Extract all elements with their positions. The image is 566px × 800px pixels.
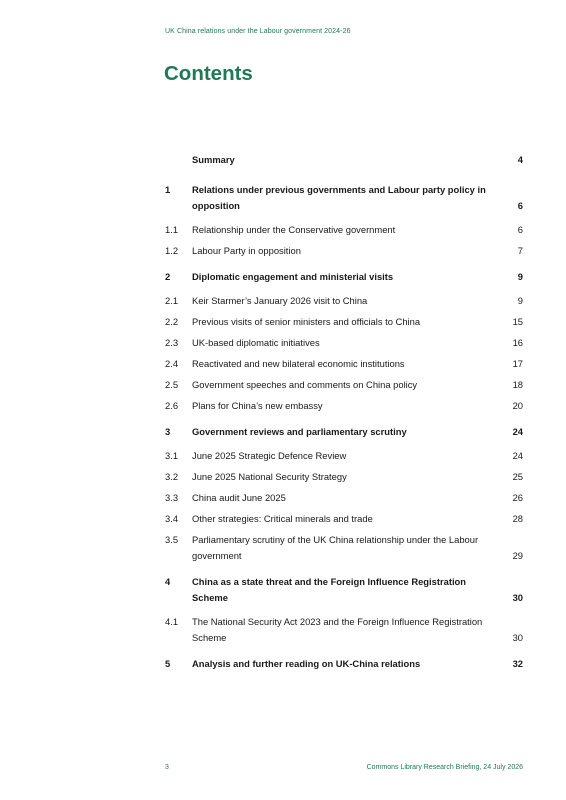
toc-entry-title: Government reviews and parliamentary scrutiny — [192, 426, 407, 437]
toc-entry-title: Plans for China’s new embassy — [192, 400, 323, 411]
toc-entry-title: Relations under previous governments and Labour party policy in opposition — [192, 184, 486, 211]
toc-entry-page: 29 — [512, 550, 523, 561]
toc-entry-page: 15 — [512, 316, 523, 327]
page-title: Contents — [164, 62, 253, 85]
toc-entry-page: 30 — [512, 632, 523, 643]
toc-entry-title: Labour Party in opposition — [192, 245, 301, 256]
toc-section-entry[interactable] — [165, 614, 523, 646]
toc-entry-number: 3.1 — [165, 450, 179, 461]
toc-entry-title: June 2025 Strategic Defence Review — [192, 450, 347, 461]
toc-entry-number: 1.1 — [165, 224, 179, 235]
toc-entry-page: 9 — [517, 271, 523, 282]
toc-entry-number: 3.2 — [165, 471, 179, 482]
toc-entry-page: 28 — [512, 513, 523, 524]
toc-entry-page: 6 — [517, 224, 523, 235]
toc-entry-number: 3.3 — [165, 492, 179, 503]
toc-chapter-entry[interactable] — [165, 182, 523, 214]
toc-section-entry[interactable] — [165, 377, 523, 393]
toc-section-entry[interactable] — [165, 222, 523, 238]
toc-section-entry[interactable] — [165, 335, 523, 351]
toc-entry-number: 2.3 — [165, 337, 179, 348]
toc-entry-title: Summary — [192, 154, 235, 165]
toc-section-entry[interactable] — [165, 314, 523, 330]
toc-chapter-entry[interactable] — [165, 424, 523, 440]
toc-entry-number: 2.1 — [165, 295, 179, 306]
toc-entry-number: 1.2 — [165, 245, 179, 256]
toc-entry-title: Relationship under the Conservative government — [192, 224, 396, 235]
toc-entry-title: Reactivated and new bilateral economic institutions — [192, 358, 405, 369]
toc-entry-title: Diplomatic engagement and ministerial visits — [192, 271, 394, 282]
toc-chapter-entry[interactable] — [165, 574, 523, 606]
toc-section-entry[interactable] — [165, 293, 523, 309]
toc-chapter-entry[interactable] — [165, 656, 523, 672]
toc-entry-number: 2.5 — [165, 379, 179, 390]
toc-entry-page: 6 — [517, 200, 523, 211]
toc-entry-page: 18 — [512, 379, 523, 390]
toc-section-entry[interactable] — [165, 511, 523, 527]
toc-entry-number: 2.6 — [165, 400, 179, 411]
toc-entry-page: 32 — [512, 658, 523, 669]
toc-entry-page: 17 — [512, 358, 523, 369]
toc-entry-page: 26 — [512, 492, 523, 503]
toc-entry-number: 1 — [165, 184, 171, 195]
toc-entry-page: 24 — [512, 426, 523, 437]
toc-section-entry[interactable] — [165, 243, 523, 259]
toc-entry-number: 4 — [165, 576, 171, 587]
footer-page-number: 3 — [165, 764, 169, 771]
toc-entry-page: 9 — [517, 295, 523, 306]
toc-entry-page: 30 — [512, 592, 523, 603]
toc-chapter-entry[interactable] — [165, 269, 523, 285]
toc-section-entry[interactable] — [165, 532, 523, 564]
toc-entry-number: 3.4 — [165, 513, 179, 524]
toc-entry-page: 25 — [512, 471, 523, 482]
toc-entry-title: China audit June 2025 — [192, 492, 286, 503]
toc-entry-title: June 2025 National Security Strategy — [192, 471, 347, 482]
toc-entry-title: Analysis and further reading on UK-China relations — [192, 658, 421, 669]
toc-entry-number: 5 — [165, 658, 171, 669]
toc-entry-title: Keir Starmer’s January 2026 visit to China — [192, 295, 368, 306]
footer-text: Commons Library Research Briefing, 24 July 2026 — [366, 764, 523, 771]
running-header: UK China relations under the Labour government 2024-26 — [165, 28, 351, 35]
toc-entry-page: 24 — [512, 450, 523, 461]
toc-entry-number: 2.4 — [165, 358, 179, 369]
toc-chapter-entry[interactable] — [165, 152, 523, 168]
toc-entry-page: 16 — [512, 337, 523, 348]
toc-section-entry[interactable] — [165, 469, 523, 485]
toc-entry-number: 4.1 — [165, 616, 179, 627]
toc-entry-page: 4 — [517, 154, 523, 165]
toc-entry-title: Government speeches and comments on China policy — [192, 379, 418, 390]
toc-section-entry[interactable] — [165, 490, 523, 506]
toc-section-entry[interactable] — [165, 398, 523, 414]
toc-entry-number: 3 — [165, 426, 171, 437]
toc-section-entry[interactable] — [165, 356, 523, 372]
toc-entry-number: 2 — [165, 271, 171, 282]
toc-section-entry[interactable] — [165, 448, 523, 464]
table-of-contents — [165, 147, 523, 672]
toc-entry-title: The National Security Act 2023 and the Foreign Influence Registration Scheme — [192, 616, 483, 643]
toc-entry-number: 3.5 — [165, 534, 179, 545]
toc-entry-title: UK-based diplomatic initiatives — [192, 337, 320, 348]
toc-entry-title: Previous visits of senior ministers and officials to China — [192, 316, 421, 327]
toc-entry-number: 2.2 — [165, 316, 179, 327]
toc-entry-title: China as a state threat and the Foreign Influence Registration Scheme — [192, 576, 467, 603]
toc-entry-title: Other strategies: Critical minerals and trade — [192, 513, 373, 524]
toc-entry-title: Parliamentary scrutiny of the UK China relationship under the Labour government — [192, 534, 479, 561]
toc-entry-page: 20 — [512, 400, 523, 411]
toc-entry-page: 7 — [517, 245, 523, 256]
